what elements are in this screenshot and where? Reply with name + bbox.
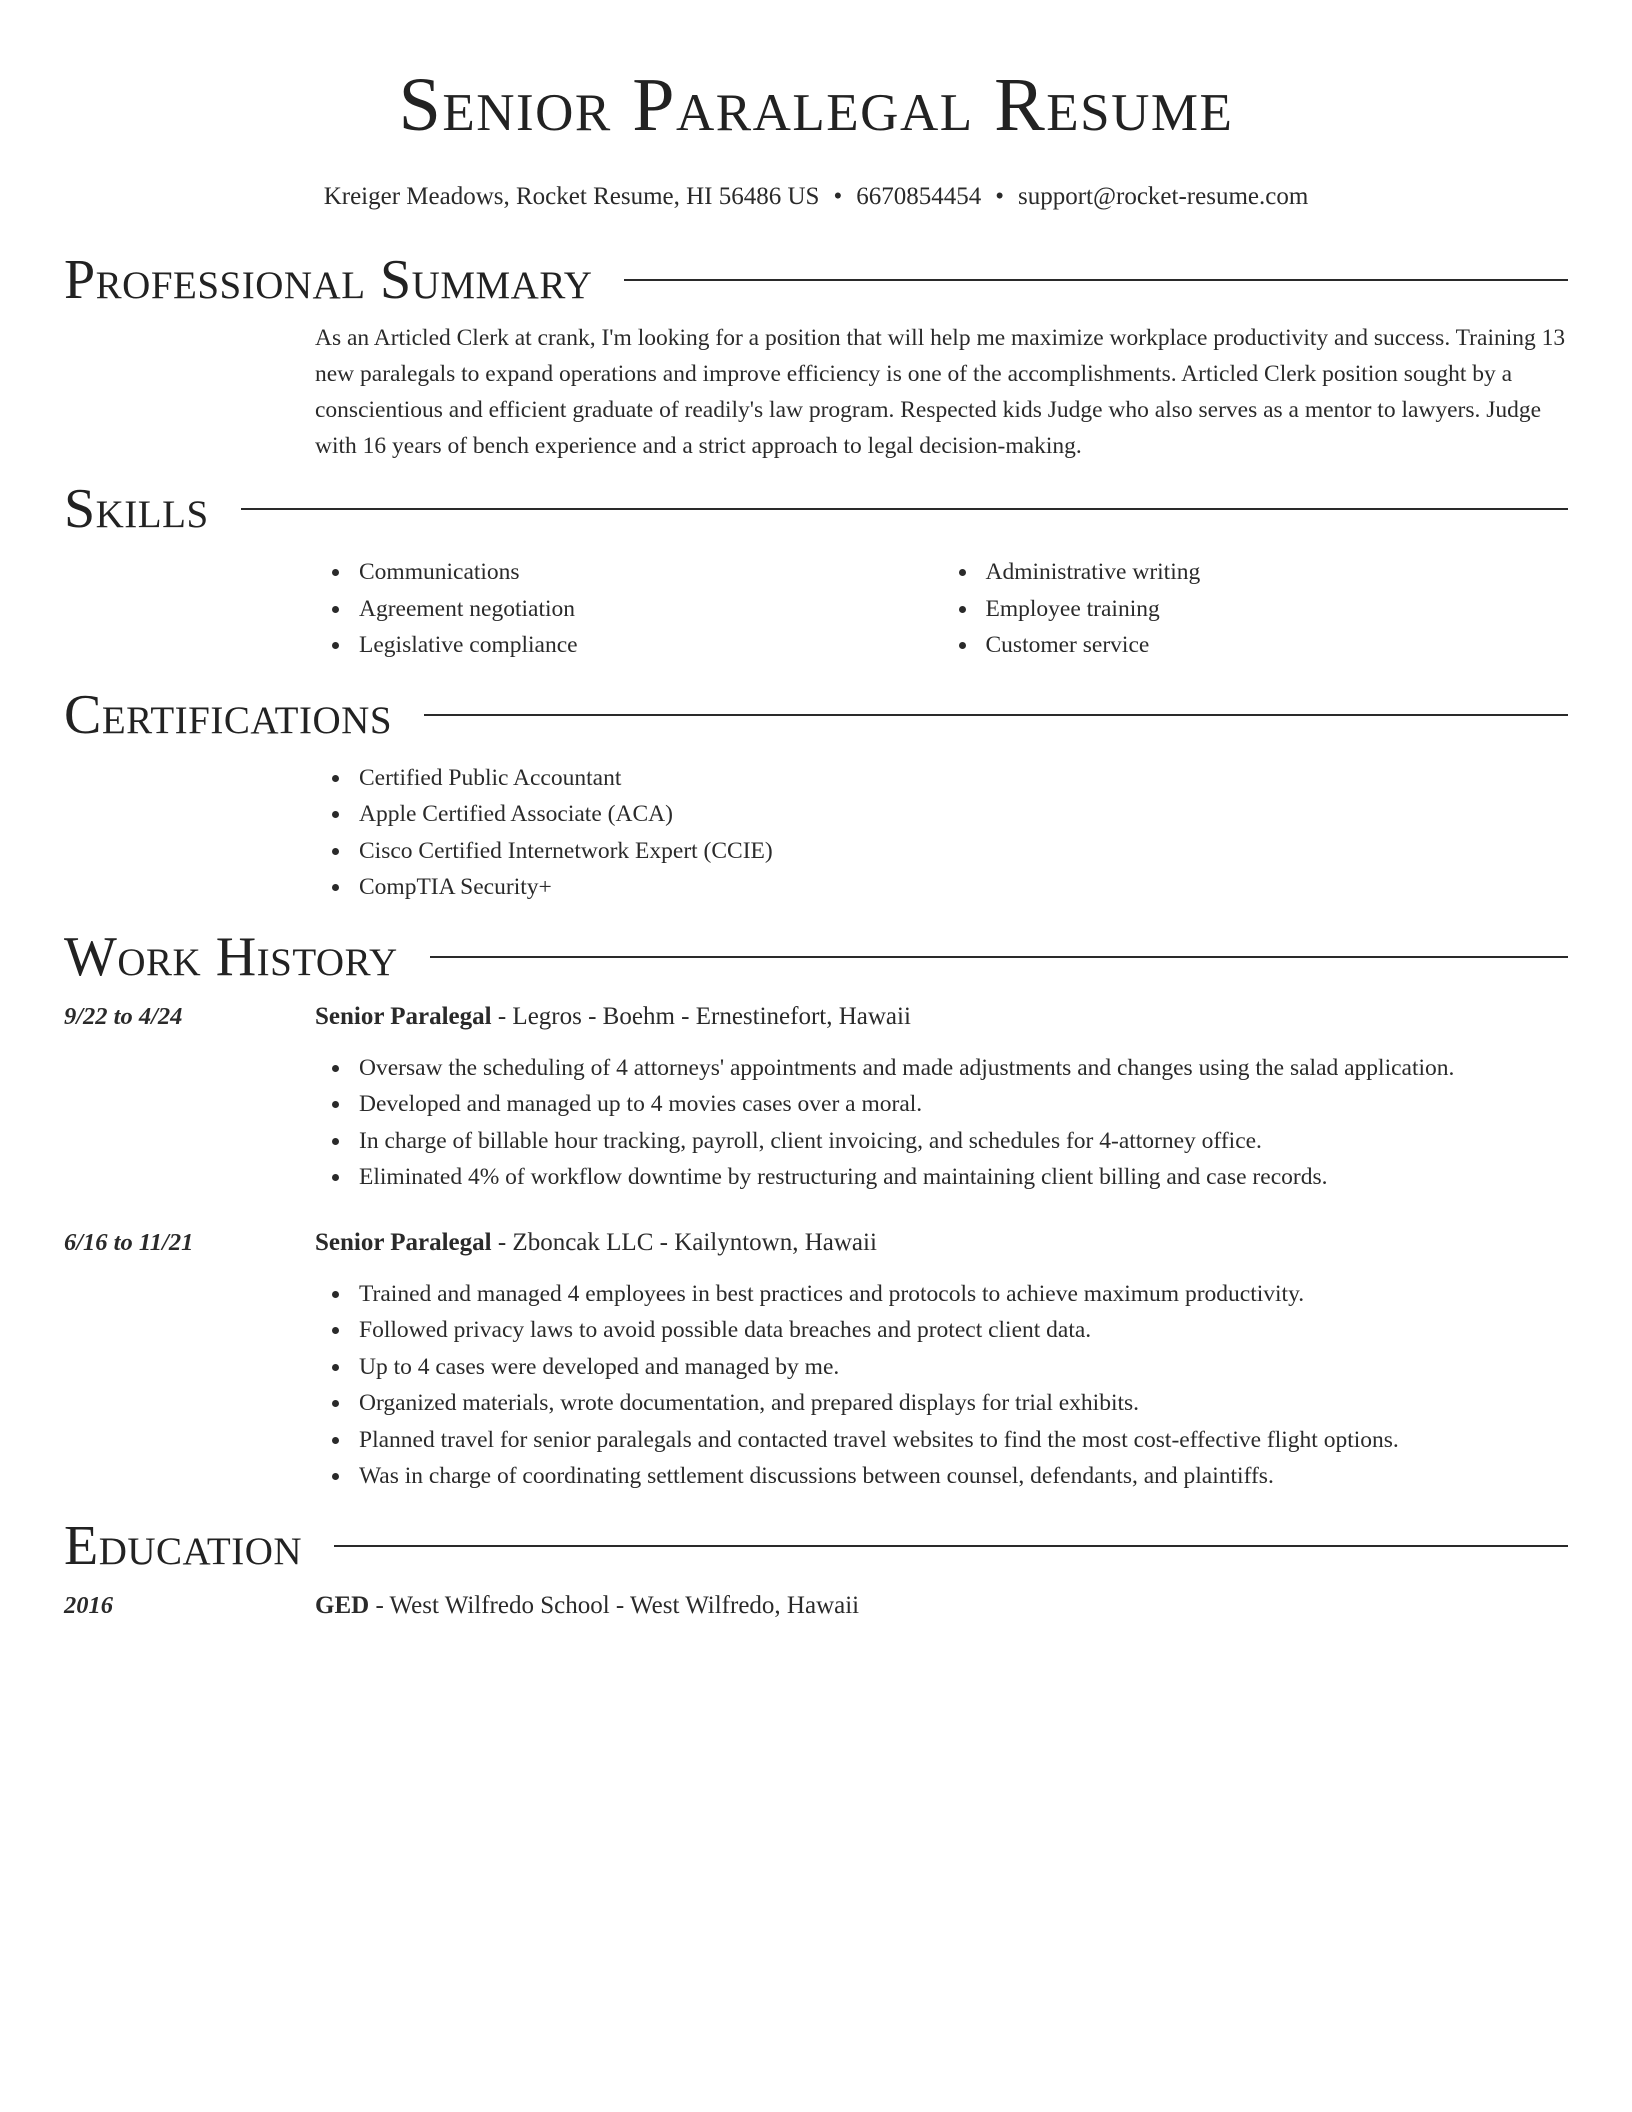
job-duties-list <box>315 1276 1568 1495</box>
job-duties <box>315 1276 1568 1495</box>
certification-item: Cisco Certified Internetwork Expert (CCIE) <box>359 833 1568 870</box>
contact-separator: • <box>833 183 843 210</box>
education-heading-line <box>315 1589 859 1623</box>
section-divider <box>241 508 1568 510</box>
skill-item: Agreement negotiation <box>359 591 942 628</box>
skill-item: Communications <box>359 554 942 591</box>
skills-heading: Skills <box>64 478 209 540</box>
skill-item: Legislative compliance <box>359 627 942 664</box>
summary-body <box>315 320 1568 464</box>
certifications-body <box>315 760 1568 906</box>
job-title: Senior Paralegal <box>315 1002 492 1030</box>
education-row <box>64 1589 1568 1623</box>
skills-grid <box>315 554 1568 664</box>
job-header <box>64 1226 1568 1260</box>
contact-email: support@rocket-resume.com <box>1017 183 1309 210</box>
education-section-header <box>64 1515 1568 1577</box>
certification-item: Apple Certified Associate (ACA) <box>359 796 1568 833</box>
duty-item: Planned travel for senior paralegals and contacted travel websites to find the most cost-effective flight options. <box>359 1422 1568 1459</box>
certification-item: CompTIA Security+ <box>359 869 1568 906</box>
skills-list-right <box>942 554 1569 664</box>
contact-phone: 6670854454 <box>856 183 982 210</box>
summary-section-header <box>64 249 1568 311</box>
certifications-heading: Certifications <box>64 683 393 746</box>
skills-section-header <box>64 478 1568 540</box>
job-dates: 6/16 to 11/21 <box>64 1228 194 1256</box>
duty-item: Trained and managed 4 employees in best practices and protocols to achieve maximum productivity. <box>359 1276 1568 1313</box>
resume-page <box>64 0 1568 1623</box>
contact-separator: • <box>995 183 1004 210</box>
skill-item: Employee training <box>986 591 1569 628</box>
job-details: - Zboncak LLC - Kailyntown, Hawaii <box>491 1228 877 1256</box>
job-heading <box>315 1000 911 1034</box>
job-duties-list <box>315 1050 1568 1196</box>
duty-item: Organized materials, wrote documentation, and prepared displays for trial exhibits. <box>359 1385 1568 1422</box>
job-heading <box>315 1226 877 1260</box>
resume-title: Senior Paralegal Resume <box>398 63 1234 147</box>
section-divider <box>334 1545 1568 1547</box>
job-dates: 9/22 to 4/24 <box>64 1002 183 1030</box>
duty-item: Up to 4 cases were developed and managed by me. <box>359 1349 1568 1386</box>
job-details: - Legros - Boehm - Ernestinefort, Hawaii <box>491 1002 911 1030</box>
contact-line <box>64 182 1568 212</box>
duty-item: Eliminated 4% of workflow downtime by restructuring and maintaining client billing and case records. <box>359 1159 1568 1196</box>
education-heading: Education <box>64 1514 303 1577</box>
duty-item: Was in charge of coordinating settlement discussions between counsel, defendants, and plaintiffs. <box>359 1458 1568 1495</box>
job-entry <box>64 1226 1568 1495</box>
education-details: - West Wilfredo School - West Wilfredo, Hawaii <box>369 1591 860 1619</box>
certifications-section-header <box>64 684 1568 746</box>
job-title: Senior Paralegal <box>315 1228 492 1256</box>
certification-item: Certified Public Accountant <box>359 760 1568 797</box>
section-divider <box>430 956 1568 958</box>
skills-list-left <box>315 554 942 664</box>
duty-item: Oversaw the scheduling of 4 attorneys' appointments and made adjustments and changes using the salad application. <box>359 1050 1568 1087</box>
summary-heading: Professional Summary <box>64 249 593 311</box>
job-entry <box>64 1000 1568 1196</box>
education-year: 2016 <box>64 1591 113 1619</box>
job-duties <box>315 1050 1568 1196</box>
duty-item: Developed and managed up to 4 movies cases over a moral. <box>359 1086 1568 1123</box>
skill-item: Customer service <box>986 627 1569 664</box>
summary-text: As an Articled Clerk at crank, I'm looking for a position that will help me maximize workplace productivity and success. Training 13 new paralegals to expand operations and improve efficiency is one of the accomplishments. Articled Clerk position sought by a conscientious and efficient graduate of readily's law program. Respected kids Judge who also serves as a mentor to lawyers. Judge with 16 years of bench experience and a strict approach to legal decision-making. <box>315 325 1566 459</box>
skill-item: Administrative writing <box>986 554 1569 591</box>
duty-item: In charge of billable hour tracking, payroll, client invoicing, and schedules for 4-attorney office. <box>359 1123 1568 1160</box>
job-header <box>64 1000 1568 1034</box>
contact-address: Kreiger Meadows, Rocket Resume, HI 56486 US <box>323 183 820 210</box>
section-divider <box>624 279 1568 281</box>
section-divider <box>424 714 1568 716</box>
education-entry <box>64 1589 1568 1623</box>
work-section-header <box>64 926 1568 988</box>
duty-item: Followed privacy laws to avoid possible data breaches and protect client data. <box>359 1312 1568 1349</box>
education-degree: GED <box>315 1591 370 1619</box>
work-heading: Work History <box>64 925 398 988</box>
certifications-list <box>315 760 1568 906</box>
